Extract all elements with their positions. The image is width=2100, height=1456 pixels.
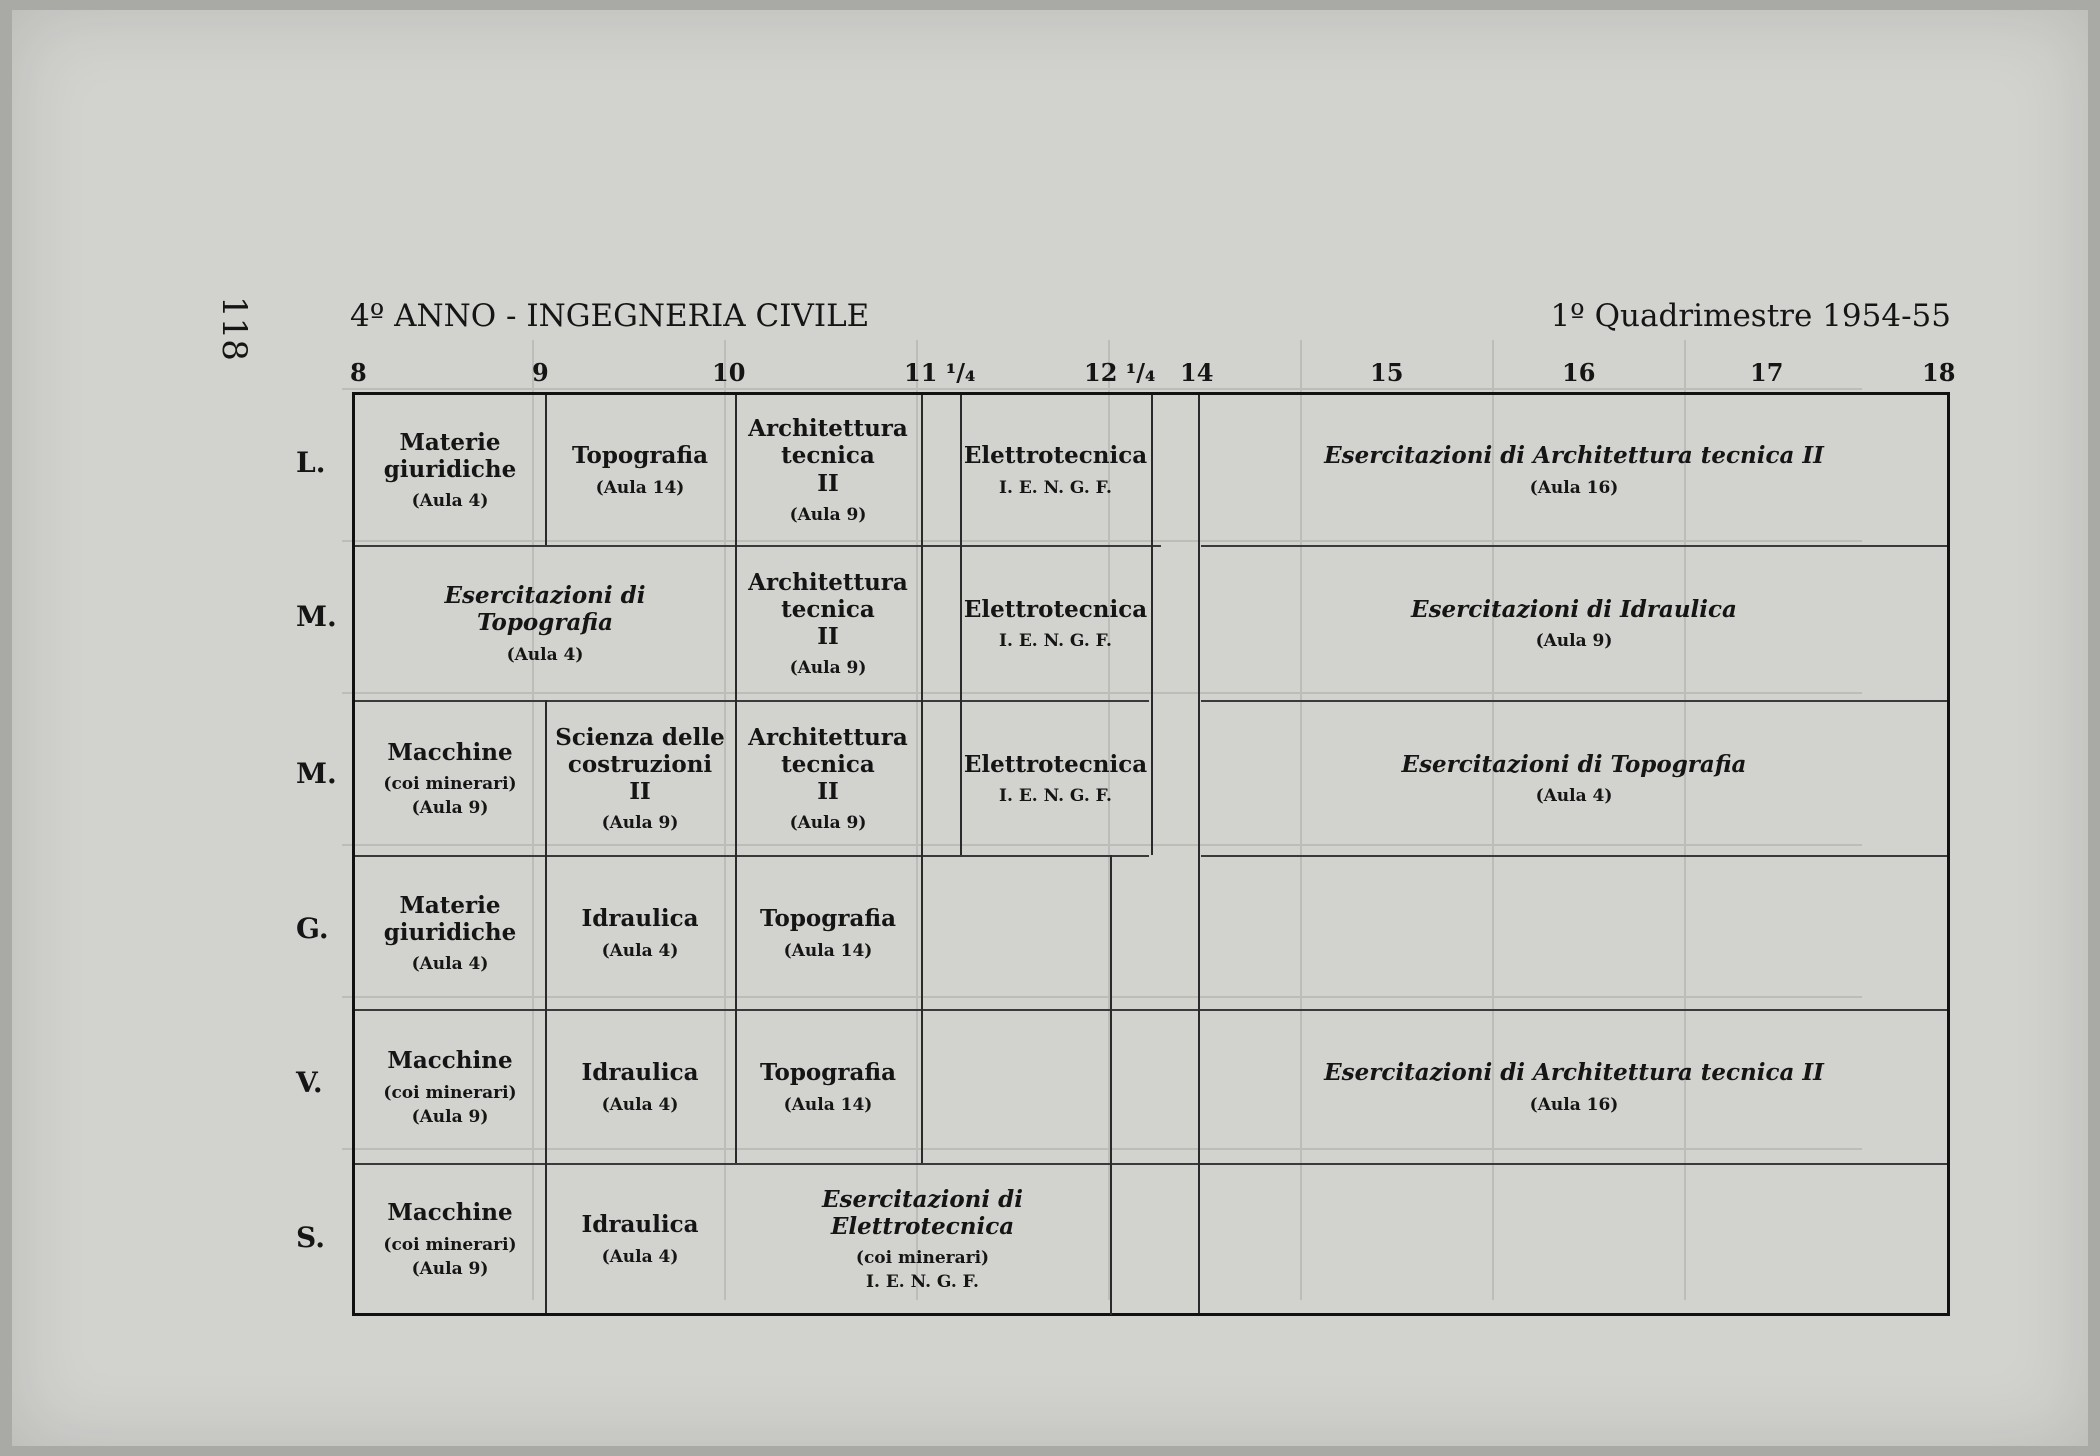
schedule-cell	[1201, 702, 1947, 855]
day-label-thursday: G.	[296, 912, 329, 945]
course-title: Idraulica	[581, 905, 699, 933]
schedule-cell	[735, 1165, 1110, 1313]
room-label: I. E. N. G. F.	[999, 477, 1112, 498]
room-label: (Aula 9)	[411, 798, 489, 819]
row-divider	[1201, 855, 1947, 857]
course-title: Architettura tecnica II	[748, 568, 908, 651]
room-label: (Aula 14)	[783, 940, 873, 961]
course-title: Materie giuridiche	[383, 891, 517, 946]
course-title: Macchine	[387, 1199, 513, 1227]
room-label: (Aula 9)	[789, 658, 867, 679]
column-divider	[1151, 395, 1153, 855]
room-label: I. E. N. G. F.	[866, 1272, 979, 1293]
page-title: 4º ANNO - INGEGNERIA CIVILE	[350, 298, 870, 334]
room-label: (Aula 4)	[601, 1094, 679, 1115]
schedule-cell	[960, 702, 1151, 855]
schedule-cell	[545, 1011, 735, 1163]
schedule-cell	[545, 1165, 735, 1313]
course-title: Elettrotecnica	[963, 442, 1148, 470]
column-divider	[921, 395, 923, 1163]
course-title: Architettura tecnica II	[748, 415, 908, 497]
schedule-cell	[735, 702, 921, 855]
course-note: (coi minerari)	[383, 1234, 517, 1255]
room-label: (Aula 9)	[411, 1258, 489, 1279]
course-title: Architettura tecnica II	[748, 723, 908, 806]
course-title: Esercitazioni di Architettura tecnica II	[1324, 1059, 1824, 1087]
schedule-cell	[355, 395, 545, 545]
room-label: (Aula 14)	[783, 1094, 873, 1115]
page-number: 118	[214, 296, 254, 361]
course-title: Elettrotecnica	[963, 750, 1148, 778]
hour-label: 10	[712, 358, 746, 387]
column-divider	[1110, 855, 1112, 1315]
room-label: (Aula 9)	[411, 1106, 489, 1127]
course-title: Esercitazioni di Architettura tecnica II	[1324, 442, 1824, 470]
room-label: I. E. N. G. F.	[999, 631, 1112, 652]
course-title: Materie giuridiche	[383, 428, 517, 483]
schedule-cell	[355, 1165, 545, 1313]
room-label: (Aula 4)	[411, 491, 489, 512]
schedule-cell	[355, 1011, 545, 1163]
room-label: (Aula 9)	[601, 813, 679, 834]
hour-label: 11 ¹/₄	[904, 358, 976, 387]
room-label: (Aula 16)	[1529, 477, 1619, 498]
course-title: Topografia	[760, 1059, 896, 1087]
schedule-cell	[545, 702, 735, 855]
course-title: Esercitazioni di Topografia	[1401, 750, 1747, 778]
schedule-cell	[545, 395, 735, 545]
day-label-monday: L.	[296, 446, 326, 479]
term-label: 1º Quadrimestre 1954-55	[1550, 298, 1951, 334]
room-label: (Aula 9)	[789, 504, 867, 525]
course-title: Idraulica	[581, 1059, 699, 1087]
room-label: (Aula 9)	[789, 813, 867, 834]
schedule-cell	[960, 395, 1151, 545]
room-label: (Aula 16)	[1529, 1094, 1619, 1115]
schedule-cell	[960, 547, 1151, 700]
hour-label: 18	[1922, 358, 1956, 387]
course-note: (coi minerari)	[383, 774, 517, 795]
hour-label: 17	[1750, 358, 1784, 387]
day-label-friday: V.	[296, 1066, 323, 1099]
room-label: I. E. N. G. F.	[999, 786, 1112, 807]
column-divider	[1198, 395, 1200, 1313]
room-label: (Aula 9)	[1535, 631, 1613, 652]
room-label: (Aula 4)	[601, 940, 679, 961]
hour-label: 9	[532, 358, 549, 387]
day-label-tuesday: M.	[296, 600, 337, 633]
room-label: (Aula 14)	[595, 477, 685, 498]
hour-label: 8	[350, 358, 367, 387]
course-title: Macchine	[387, 1047, 513, 1075]
course-title: Esercitazioni di Elettrotecnica	[822, 1185, 1023, 1240]
course-title: Scienza delle costruzioni II	[555, 723, 725, 806]
schedule-cell	[735, 547, 921, 700]
schedule-cell	[735, 857, 921, 1009]
schedule-cell	[1201, 395, 1947, 545]
day-label-saturday: S.	[296, 1221, 325, 1254]
course-title: Esercitazioni di Topografia	[444, 582, 646, 637]
schedule-cell	[735, 395, 921, 545]
room-label: (Aula 4)	[411, 954, 489, 975]
hour-label: 14	[1180, 358, 1214, 387]
course-title: Macchine	[387, 738, 513, 766]
schedule-cell	[1201, 1011, 1947, 1163]
schedule-cell	[1201, 547, 1947, 700]
schedule-cell	[355, 702, 545, 855]
course-title: Idraulica	[581, 1211, 699, 1239]
schedule-cell	[355, 857, 545, 1009]
course-title: Topografia	[760, 905, 896, 933]
room-label: (Aula 4)	[601, 1246, 679, 1267]
timetable-grid	[352, 392, 1950, 1316]
room-label: (Aula 4)	[1535, 786, 1613, 807]
hour-label: 12 ¹/₄	[1084, 358, 1156, 387]
schedule-cell	[355, 547, 735, 700]
course-note: (coi minerari)	[383, 1082, 517, 1103]
course-title: Elettrotecnica	[963, 595, 1148, 623]
hour-label: 15	[1370, 358, 1404, 387]
course-title: Topografia	[572, 442, 708, 470]
schedule-cell	[545, 857, 735, 1009]
course-note: (coi minerari)	[855, 1248, 990, 1269]
hour-label: 16	[1562, 358, 1596, 387]
course-title: Esercitazioni di Idraulica	[1411, 595, 1737, 623]
day-label-wednesday: M.	[296, 757, 337, 790]
schedule-cell	[735, 1011, 921, 1163]
room-label: (Aula 4)	[506, 644, 584, 665]
